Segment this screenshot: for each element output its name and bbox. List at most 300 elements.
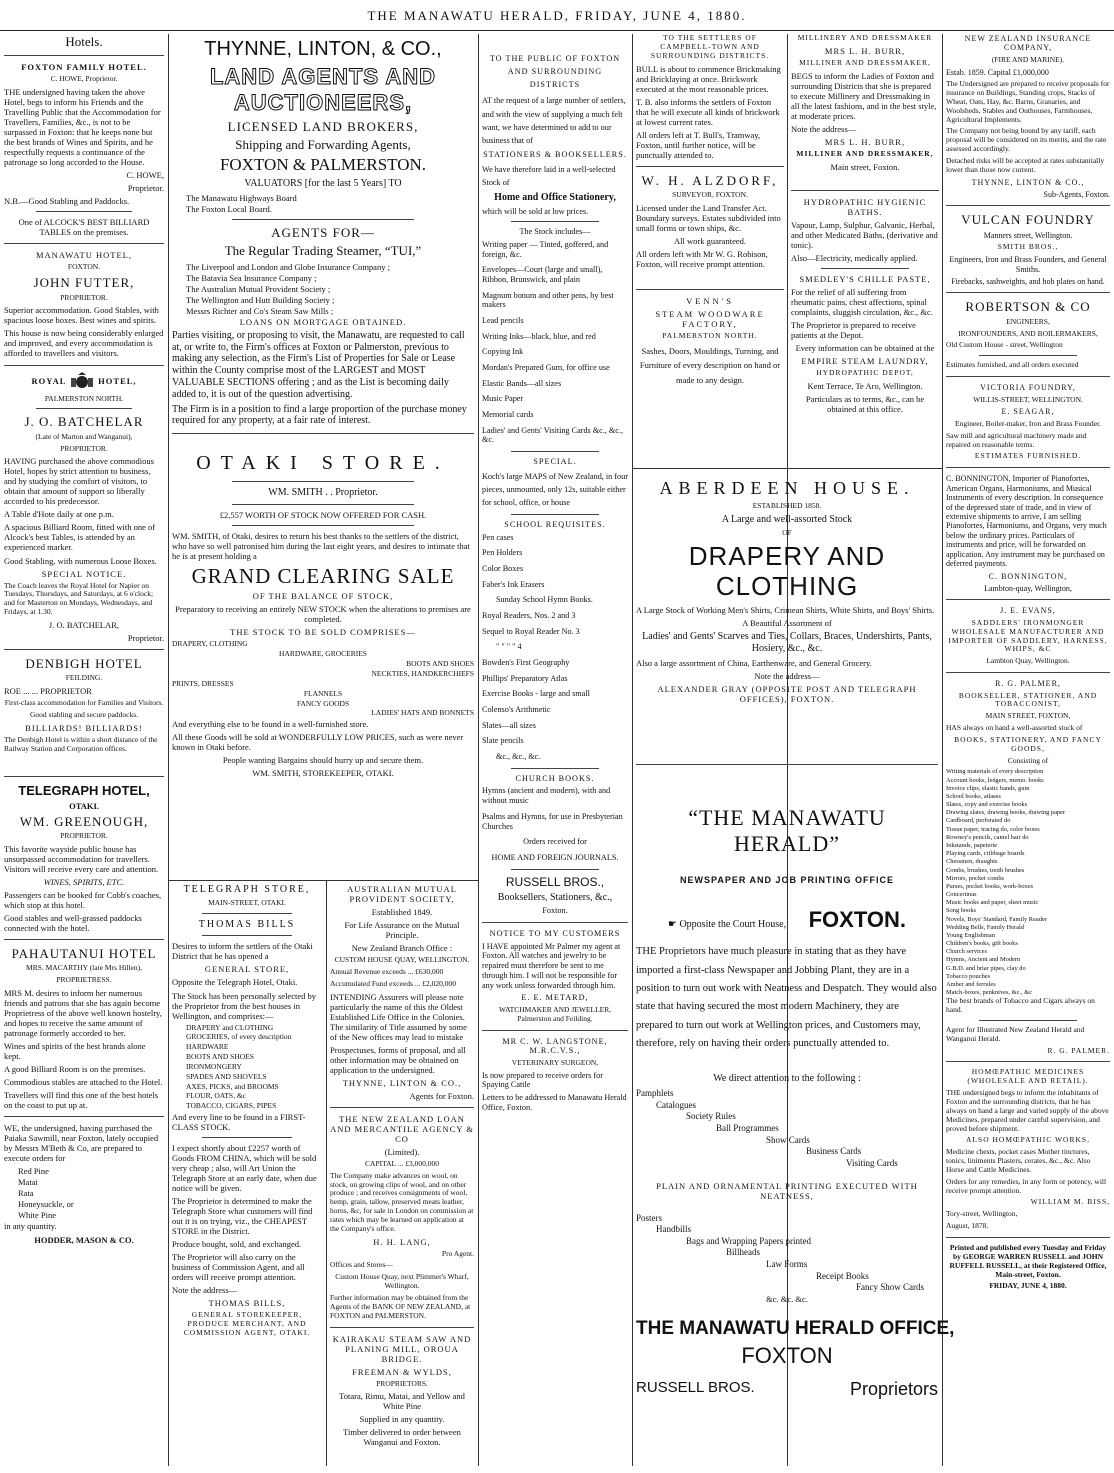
ad-line: New Zealand Branch Office : [351, 943, 453, 954]
list-item: Church services [946, 948, 987, 956]
list-item: Tissue paper, tracing do, color boxes [946, 825, 1040, 833]
ad-title: THYNNE, LINTON, & CO., [204, 38, 442, 60]
ad-line: ENGINEERS, [1006, 316, 1050, 326]
ad-line: ESTIMATES FURNISHED. [974, 451, 1082, 461]
list-item: Invoice clips, elastic bands, gum [946, 784, 1030, 792]
ad-line: THE STOCK TO BE SOLD COMPRISES— [230, 627, 416, 638]
ad-body: The Company not being bound by any tariff, each proposal will be considered on its merits, and the rate assessed accordingly. [946, 126, 1107, 154]
ad-line: Estab. 1859. Capital £1,000,000 [946, 67, 1049, 77]
list-item: Matai [18, 1177, 38, 1188]
list-item: Receipt Books [816, 1270, 869, 1281]
ad-line: CUSTOM HOUSE QUAY, WELLINGTON. [334, 955, 470, 965]
ad-heading: Shipping and Forwarding Agents, [235, 136, 411, 152]
ad-sign: R. G. PALMER. [1047, 1045, 1110, 1055]
ad-line: (FIRE AND MARINE). [991, 54, 1065, 64]
ad-body: The Undersigned are prepared to receive proposals for insurance on Buildings, Standing crops, Stacks of Wheat, Oats, Hay, &c. Barns, Granaries, and Woolsheds, Stables and Outhouses, Farmhouses, Agricultural Implements. [946, 79, 1110, 124]
list-item: Memorial cards [482, 410, 534, 419]
ad-body: This house is now being considerably enlarged and improved, and every accommodation is afforded to travellers and visitors. [4, 328, 164, 359]
ad-line: PROPRIETORS. [376, 1378, 428, 1388]
ad-body: INTENDING Assurers will please note particularly the name of this the Oldest Established Life Office in the Colonies. The similarity of Title assumed by some of the New offices may lead to mistake [330, 991, 467, 1042]
list-item: Young Englishman [946, 931, 995, 939]
list-item: Envelopes—Court (large and small), Ribbon, Brunswick, and plain [482, 265, 603, 284]
list-item: FLOUR, OATS, &c [186, 1091, 247, 1101]
ad-body: Letters to be addressed to Manawatu Herald Office, Foxton. [482, 1093, 627, 1112]
list-item: Cardboard, perforated do [946, 817, 1011, 825]
ad-body: Note the address— [172, 1285, 238, 1296]
ad-heading: EMPIRE STEAM LAUNDRY, [801, 355, 929, 366]
ad-heading: Ladies' and Gents' Scarves and Ties, Collars, Braces, Undershirts, Pants, Hosiery, &c., &c. [642, 631, 932, 654]
list-item: Amber and ferrules [946, 980, 996, 988]
list-item: " " " " 4 [496, 642, 522, 652]
list-item: Visiting Cards [846, 1157, 898, 1168]
ad-heading: AGENTS FOR— [271, 225, 375, 241]
ad-body: Note the address— [791, 123, 857, 134]
ad-line: (Limited). [384, 1146, 420, 1157]
list-item: &c., &c., &c. [496, 752, 541, 762]
ad-line: A Large and well-assorted Stock [721, 514, 853, 526]
ad-line: HYDROPATHIC DEPOT, [816, 367, 914, 377]
ad-body: I expect shortly about £2257 worth of Goods FROM CHINA, which will be sold very cheap ; also, will Art Union the Telegraph Store at an early date, when due notice will be given. [172, 1143, 317, 1194]
ad-body: Detached risks will be accepted at rates substantially lower than those now current. [946, 155, 1105, 174]
ad-line: For Life Assurance on the Mutual Principle. [344, 920, 460, 941]
ad-heading: VALUATORS [for the last 5 Years] TO [244, 178, 402, 190]
list-item: Mirrors, pocket combs [946, 874, 1005, 882]
ad-name: FREEMAN & WYLDS, [352, 1366, 452, 1377]
ad-sign: Sub-Agents, Foxton. [1043, 190, 1110, 200]
ad-line: OF [782, 527, 792, 537]
ad-title: FOXTON [741, 1343, 833, 1369]
ad-line: FOXTON. [67, 262, 101, 272]
list-item: IRONMONGERY [186, 1061, 242, 1071]
ad-title: TELEGRAPH STORE, [183, 884, 311, 895]
column-millinery [791, 34, 939, 464]
list-item: Combs, brushes, tooth brushes [946, 866, 1025, 874]
column-rule [326, 880, 327, 1466]
ad-title: ROBERTSON & CO [965, 299, 1091, 315]
ad-line: August, 1878. [946, 1221, 989, 1231]
ad-body: in any quantity. [4, 1221, 57, 1232]
list-item: Billheads [726, 1247, 760, 1258]
ad-sign: Pro Agent. [441, 1248, 474, 1258]
ad-name: MRS L. H. BURR, [824, 45, 906, 56]
list-item: Posters [636, 1212, 663, 1223]
list-item: Pamphlets [636, 1088, 674, 1099]
ad-name: WM. GREENOUGH, [19, 813, 149, 829]
ad-body: Firebacks, sashweights, and hob plates on hand. [951, 276, 1105, 286]
ad-body: For the relief of all suffering from rheumatic pains, chest affections, spinal complaints, sluggish circulation, &c., &c. [791, 286, 933, 317]
ad-body: Produce bought, sold, and exchanged. [172, 1239, 302, 1250]
masthead-title: THE MANAWATU HERALD, FRIDAY, JUNE 4, 1880. [367, 8, 747, 23]
ad-heading: LOANS ON MORTGAGE OBTAINED. [239, 316, 407, 327]
ad-name: RUSSELL BROS., [505, 874, 605, 889]
ad-line: PROPRIETOR. [60, 443, 108, 453]
ad-body: The Coach leaves the Royal Hotel for Napier on Tuesdays, Thursdays, and Saturdays, at 6 o'clock; and for Masterton on Mondays, Wednesdays, and Fridays, at 1.30. [4, 580, 154, 617]
ad-body: A Beautiful Assortment of [742, 618, 832, 629]
ad-title: TO THE PUBLIC OF FOXTON AND SURROUNDING DISTRICTS [489, 54, 621, 90]
list-item: HOME AND FOREIGN JOURNALS. [491, 852, 619, 862]
ad-heading: NEWSPAPER AND JOB PRINTING OFFICE [679, 874, 894, 885]
ad-body: Also—Electricity, medically applied. [791, 252, 918, 263]
ad-title: NEW ZEALAND INSURANCE COMPANY, [964, 34, 1092, 53]
ad-line: SURVEYOR, FOXTON. [672, 190, 748, 199]
list-item: Mordan's Prepared Gum, for office use [482, 362, 610, 372]
ad-line: Accumulated Fund exceeds ... £2,020,000 [330, 978, 457, 988]
ad-line: Estimates furnished, and all orders executed [946, 360, 1079, 370]
ad-title: NOTICE TO MY CUSTOMERS [489, 929, 621, 939]
ad-name: R. G. PALMER, [995, 679, 1061, 689]
list-item: Rowney's pencils, camel hair do [946, 833, 1029, 841]
list-item: Faber's Ink Erasers [482, 579, 545, 589]
ad-body: Passengers can be booked for Cobb's coaches, which stop at this hotel. [4, 890, 162, 911]
column-telegraph-store [172, 884, 322, 1466]
column-rule [787, 34, 788, 464]
column-stationers [482, 34, 628, 1466]
ad-sign: WM. SMITH, STOREKEEPER, OTAKI. [252, 768, 394, 779]
ad-body: WE, the undersigned, having purchased the Paiaka Sawmill, near Foxton, lately occupied by Messrs M'Beth & Co, are prepared to execute orders for [4, 1123, 159, 1164]
list-item: TOBACCO, CIGARS, PIPES [186, 1101, 277, 1111]
list-item: Chessmen, draughts [946, 858, 998, 866]
list-item: Exercise Books - large and small [482, 689, 590, 699]
ad-sign: C. BONNINGTON, [988, 571, 1068, 581]
ad-body: Particulars as to terms, &c., can be obtained at this office. [805, 393, 925, 414]
list-item: Writing materials of every description [946, 768, 1044, 776]
ad-body: AT the request of a large number of settlers, and with the view of supplying a much felt want, we have determined to add to our business that of [482, 96, 626, 145]
ad-body: Desires to inform the settlers of the Otaki District that he has opened a [172, 941, 313, 962]
ad-body: Prospectuses, forms of proposal, and all other information may be obtained on application to the undersigned. [330, 1044, 466, 1075]
list-item: Rata [18, 1188, 34, 1199]
ad-title: VICTORIA FOUNDRY, [980, 383, 1076, 393]
ad-line: Annual Revenue exceeds ... £630,000 [330, 966, 444, 976]
ad-body: Custom House Quay, next Plimmer's Wharf, Wellington. [335, 1272, 469, 1291]
list-item: Society Rules [686, 1111, 736, 1122]
ad-heading: STATIONERS & BOOKSELLERS. [483, 149, 627, 159]
list-item: Catalogues [656, 1099, 696, 1110]
ad-footer: RUSSELL BROS. Proprietors [636, 1379, 938, 1400]
ad-sign: Agents for Foxton. [409, 1090, 474, 1101]
ad-body: All work guaranteed. [674, 235, 746, 246]
list-item: Psalms and Hymns, for use in Presbyterian Churches [482, 811, 623, 831]
ad-line: Kent Terrace, Te Aro, Wellington. [807, 380, 923, 391]
ad-line: PROPRIETOR. [60, 292, 108, 302]
ad-body: Engineer, Boiler-maker, Iron and Brass Founder. [955, 418, 1101, 428]
column-aberdeen-herald [636, 472, 955, 1466]
ad-heading: SPECIAL NOTICE. [41, 568, 127, 579]
ad-body: WM. SMITH, of Otaki, desires to return his best thanks to the settlers of the district, who have so well patronised him during the last eight years, and desires to intimate that he is at present holding a [172, 530, 470, 561]
list-item: Bowden's First Geography [482, 658, 570, 668]
list-item: Show Cards [766, 1134, 810, 1145]
ad-body: People wanting Bargains should hurry up and secure them. [222, 755, 424, 766]
ad-title: VULCAN FOUNDRY [961, 212, 1095, 228]
ad-body: The best brands of Tobacco and Cigars always on hand. [946, 996, 1095, 1015]
column-rule [942, 34, 943, 1466]
ad-title: PAHAUTANUI HOTEL [11, 946, 157, 962]
ad-body: Sashes, Doors, Mouldings, Turning, and Furniture of every description on hand or made to any design. [639, 345, 781, 385]
ad-body: I HAVE appointed Mr Palmer my agent at Foxton. All watches and jewelry to be repaired must therefore be sent to me through him. I will not be responsible for any work unless forwarded through him. [482, 941, 621, 990]
ad-body: A Table d'Hote daily at one p.m. [4, 509, 114, 520]
ad-title: STEAM WOODWARE FACTORY, [655, 308, 765, 329]
ad-line: Established 1849. [371, 907, 433, 918]
list-item: Hymns, Ancient and Modern [946, 956, 1021, 964]
ad-body: Good stabling and secure paddocks. [29, 709, 139, 719]
ad-line: PALMERSTON NORTH. [662, 330, 758, 340]
ad-name: E. SEAGAR, [1001, 407, 1055, 417]
list-item: Slate pencils [482, 736, 524, 746]
ad-body: And every line to be found in a FIRST-CLASS STOCK. [172, 1112, 306, 1133]
list-item: Wedding Bells, Family Herald [946, 923, 1024, 931]
ad-body: And everything else to be found in a well-furnished store. [172, 719, 369, 730]
masthead [0, 0, 1114, 31]
ad-body: Commodious stables are attached to the Hotel. [4, 1077, 163, 1088]
ad-title: DENBIGH HOTEL [25, 655, 143, 671]
list-item: Purses, pocket books, work-boxes [946, 882, 1034, 890]
ad-name: J. E. EVANS, [1000, 606, 1056, 616]
list-item: Pen cases [482, 532, 514, 542]
list-item: Music books and paper, sheet music [946, 899, 1039, 907]
ad-body: We direct attention to the following : [713, 1073, 861, 1085]
ad-line: (Late of Marton and Wanganui), [35, 431, 133, 441]
ad-line: One of ALCOCK'S BEST BILLIARD TABLES on the premises. [18, 217, 150, 238]
ad-heading: BOOKSELLER, STATIONER, AND TOBACCONIST, [958, 690, 1098, 709]
ad-body: Offices and Stores— [330, 1260, 393, 1270]
list-item: Red Pine [18, 1166, 49, 1177]
ad-title: DRAPERY AND CLOTHING [688, 540, 886, 602]
ad-body: Engineers, Iron and Brass Founders, and General Smiths. [949, 255, 1107, 274]
ad-line: WATCHMAKER AND JEWELLER, Palmerston and Feilding. [498, 1004, 612, 1023]
ad-body: The Stock has been personally selected by the Proprietor from the best houses in Wellington, and comprises:— [172, 990, 316, 1021]
ad-sign: THOMAS BILLS, [208, 1298, 286, 1309]
list-item: Slates—all sizes [482, 720, 536, 730]
ad-note: N.B.—Good Stabling and Paddocks. [4, 196, 130, 207]
ad-body: which will be sold at low prices. [482, 206, 589, 216]
ad-line: CAPITAL ... £3,000,000 [365, 1158, 439, 1168]
list-item: Hymns (ancient and modern), with and without music [482, 786, 611, 806]
ad-body: Superior accommodation. Good Stables, with spacious loose boxes. Best wines and spirits. [4, 305, 159, 326]
ad-line: MILLINER AND DRESSMAKER, [796, 148, 934, 158]
list-item: Music Paper [482, 394, 524, 404]
ad-line: VETERINARY SURGEON, [511, 1057, 599, 1067]
list-item: Concertinas [946, 891, 977, 899]
list-item: The Australian Mutual Provident Society ; [186, 283, 331, 294]
ad-body: HAS always on hand a well-assorted stock of [946, 723, 1083, 733]
ad-body: A spacious Billiard Room, fitted with one of Alcock's best Tables, is attended by an experienced marker. [4, 522, 156, 553]
ad-heading: LICENSED LAND BROKERS, [227, 118, 419, 134]
ad-line: OF THE BALANCE OF STOCK, [252, 591, 394, 602]
ad-heading: Home and Office Stationery, [494, 191, 616, 203]
column-agents [172, 34, 474, 779]
list-item: White Pine [18, 1210, 57, 1221]
list-item: Business Cards [806, 1146, 862, 1157]
list-item: Writing paper — Tinted, goffered, and foreign, &c. [482, 239, 609, 259]
ad-name: J. O. BATCHELAR [24, 414, 144, 430]
ad-body: We have therefore laid in a well-selected Stock of [482, 164, 616, 187]
ad-body: The Denbigh Hotel is within a short distance of the Railway Station and Corporation offices. [4, 734, 158, 753]
ad-body: Further information may be obtained from the Agents of the BANK OF NEW ZEALAND, at FOXTON and PALMERSTON. [330, 1292, 471, 1320]
ad-body: The Company make advances on wool, on stock, on growing clips of wool, and on other produce ; and receives consignments of wool, hemp, grain, tallow, preserved meats leather, horns, &c, for sale in London on commission at rates which may be learned on application at the Company's office. [330, 1170, 474, 1233]
ad-title: ABERDEEN HOUSE. [659, 478, 915, 498]
ad-sign: C. HOWE, [126, 170, 164, 181]
column-amp [330, 884, 474, 1466]
list-item: DRAPERY and CLOTHING [186, 1022, 274, 1032]
list-item: Ladies' and Gents' Visiting Cards &c., &c., &c. [482, 425, 624, 445]
ad-body: First-class accommodation for Families and Visitors. [4, 698, 164, 708]
ad-body: Good stables and well-grassed paddocks connected with the hotel. [4, 913, 142, 934]
ad-line: Old Custom House - street, Wellington [946, 340, 1063, 350]
ad-body: &c. &c. &c. [766, 1293, 808, 1304]
ad-body: This favorite wayside public house has unsurpassed accommodation for travellers. Visitors will receive every care and attention. [4, 844, 159, 875]
ad-line: Consisting of [1007, 755, 1049, 765]
list-item: HARDWARE [186, 1042, 229, 1052]
ad-sign: J. O. BATCHELAR, [48, 619, 120, 630]
ad-heading: SMEDLEY'S CHILLE PASTE, [799, 273, 931, 284]
ad-sign: Proprietor. [127, 632, 164, 643]
ad-line: MRS. MACARTHY (late Mrs Hillen), [26, 963, 142, 973]
list-item: BOOTS AND SHOES [406, 659, 474, 669]
list-item: Ball Programmes [716, 1123, 779, 1134]
ad-line: ROE ... ... PROPRIETOR [4, 686, 92, 697]
ad-line: PROPRIETRESS. [56, 975, 112, 985]
ad-line: GENERAL STOREKEEPER, PRODUCE MERCHANT, AND COMMISSION AGENT, OTAKI. [183, 1310, 311, 1338]
ad-title: OTAKI STORE. [196, 452, 450, 475]
ad-title: MILLINERY AND DRESSMAKER [797, 33, 933, 42]
ad-body: The Proprietor will also carry on the business of Commission Agent, and all orders will receive prompt attention. [172, 1252, 305, 1283]
ad-body: Every information can be obtained at the [795, 342, 935, 353]
royal-crest-icon [69, 372, 95, 392]
list-item: Magnum bonum and other pens, by best makers [482, 290, 614, 310]
list-item: Elastic Bands—all sizes [482, 378, 562, 388]
ad-body: All orders left at T. Bull's, Tramway, Foxton, until further notice, will be punctually attended to. [636, 129, 761, 160]
ad-title: “THE MANAWATU HERALD” [688, 804, 886, 856]
ad-line: WILLIS-STREET, WELLINGTON. [973, 394, 1083, 404]
ad-title: HOMŒPATHIC MEDICINES (WHOLESALE AND RETAIL). [967, 1067, 1089, 1086]
list-item: Royal Readers, Nos. 2 and 3 [482, 611, 576, 621]
list-item: The Batavia Sea Insurance Company ; [186, 272, 317, 283]
list-item: Drawing slates, drawing books, drawing paper [946, 809, 1066, 817]
ad-title: AUSTRALIAN MUTUAL PROVIDENT SOCIETY, [347, 884, 457, 905]
list-item: Match-boxes, penknives, &c., &c [946, 989, 1033, 997]
ad-sign: THYNNE, LINTON & CO., [342, 1077, 462, 1088]
ad-line: Tory-street, Wellington, [946, 1209, 1018, 1219]
ad-line: Booksellers, Stationers, &c., [497, 891, 613, 903]
ad-heading: PLAIN AND ORNAMENTAL PRINTING EXECUTED WITH NEATNESS, [656, 1180, 918, 1201]
divider [168, 880, 478, 881]
ad-line: WM. SMITH . . Proprietor. [268, 486, 378, 498]
ad-line: Lambton Quay, Wellington. [986, 656, 1070, 666]
ad-line: IRONFOUNDERS, AND BOILERMAKERS, [958, 328, 1098, 338]
ad-sign: H. H. LANG, [373, 1236, 431, 1247]
ad-line: Main street, Foxton. [830, 161, 900, 172]
ad-name: JOHN FUTTER, [33, 275, 135, 291]
ad-title: VENN'S [686, 295, 734, 306]
ad-body: Is now prepared to receive orders for Spaying Cattle [482, 1070, 603, 1090]
list-item: The Foxton Local Board. [186, 204, 272, 215]
ad-body: Supplied in any quantity. [359, 1414, 445, 1425]
ad-body: The Stock includes— [519, 227, 591, 237]
ad-line: PALMERSTON NORTH. [44, 393, 124, 403]
ad-body: Vapour, Lamp, Sulphur, Galvanic, Herbal, and other Medicated Baths, (derivative and tonic). [791, 219, 938, 250]
column-hotels [4, 34, 164, 1466]
list-item: Phillips' Preparatory Atlas [482, 673, 568, 683]
ad-body: Opposite the Telegraph Hotel, Otaki. [172, 977, 298, 988]
ad-sign: ALEXANDER GRAY (OPPOSITE POST AND TELEGRAPH OFFICES), FOXTON. [657, 683, 917, 704]
ad-line: OTAKI. [69, 800, 99, 811]
ad-body: Agent for Illustrated New Zealand Herald and Wanganui Herald. [946, 1024, 1085, 1043]
ad-line: C. HOWE, Proprietor. [50, 74, 118, 84]
list-item: Children's books, gift books [946, 940, 1018, 948]
column-rule [632, 34, 633, 1466]
ad-heading: The Regular Trading Steamer, “TUI,” [224, 243, 422, 259]
ad-title: THE MANAWATU HERALD OFFICE, [636, 1317, 955, 1339]
ad-body: Timber delivered to order between Wanganui and Foxton. [343, 1427, 461, 1448]
ad-body: MRS M. desires to inform her numerous friends and patrons that she has again become Proprietress of the above well known hostelry, and hopes to receive the same amount of patronage formerly accorded to her. [4, 988, 162, 1039]
ad-body: Licensed under the Land Transfer Act. Boundary surveys. Estates subdivided into small forms or town ships, &c. [636, 202, 781, 233]
list-item: G.B.D. and briar pipes, clay do [946, 964, 1026, 972]
ad-line: £2,557 WORTH OF STOCK NOW OFFERED FOR CASH. [219, 509, 427, 520]
list-item: Lead pencils [482, 315, 524, 325]
list-item: The Manawatu Highways Board [186, 193, 297, 203]
list-item: AXES, PICKS, and BROOMS [186, 1081, 279, 1091]
ad-title: TELEGRAPH HOTEL, [18, 782, 150, 798]
ad-body: Wines and spirits of the best brands alone kept. [4, 1041, 146, 1062]
list-item: Pen Holders [482, 548, 523, 558]
list-item: Inkstands, papeterie [946, 841, 998, 849]
list-item: Slates, copy and exercise books [946, 801, 1028, 809]
ad-body: A Large Stock of Working Men's Shirts, Crimean Shirts, White Shirts, and Boys' Shirts. [636, 605, 935, 616]
divider [632, 468, 942, 469]
ad-body: Orders for any remedies, in any form or potency, will receive prompt attention. [946, 1176, 1107, 1195]
list-item: The Wellington and Hutt Building Society ; [186, 294, 335, 305]
list-item: BOOTS AND SHOES [186, 1052, 254, 1062]
column-rule [478, 34, 479, 1466]
ad-body: The Proprietor is prepared to receive patients at the Depot. [791, 319, 916, 340]
list-item: Colenso's Arithmetic [482, 705, 551, 715]
list-item: NECKTIES, HANDKERCHIEFS [371, 668, 474, 678]
ad-title: MANAWATU HOTEL, [35, 250, 132, 261]
list-item: Honeysuckle, or [18, 1199, 74, 1210]
ad-heading: GENERAL STORE, [204, 964, 290, 975]
ad-body: Preparatory to receiving an entirely NEW STOCK when the alterations to premises are completed. [175, 604, 471, 625]
ad-body: THE undersigned having taken the above Hotel, begs to inform his Friends and the Travelling Public that the Accommodation for Travellers, Families, &c., is not to be surpassed in Foxton: that he keeps none but the best brands of Wines and Spirits, and he respectfully requests a continuance of the patronage so long accorded to the House. [4, 87, 161, 168]
ad-body: Medicine chests, pocket cases Mother tinctures, tonics, liniments Plasters, cerates, &c., &c. Also Horse and Cattle Medicines. [946, 1147, 1091, 1174]
list-item: Orders received for [523, 837, 587, 847]
ad-body: All orders left with Mr W. G. Robison, Foxton, will receive prompt attention. [636, 248, 768, 269]
ad-title: FOXTON FAMILY HOTEL. [21, 62, 147, 73]
ad-body: THE Proprietors have much pleasure in stating that as they have imported a first-class Newspaper and Jobbing Plant, they are in a position to turn out work with Neatness and Despatch. They would also state that having secured the most modern Machinery, they are prepared to turn out work at Wellington prices, and Customers may, therefore, rely on having their orders punctually attended to. [636, 946, 937, 1050]
ad-title-royal: ROYAL HOTEL, [4, 372, 164, 392]
ad-title-outlined: LAND AGENTS AND AUCTIONEERS, [209, 63, 437, 115]
ad-line: MAIN STREET, FOXTON, [985, 711, 1071, 721]
ad-body: The Proprietor is determined to make the Telegraph Store what customers will find out it is on trying, viz., the CHEAPEST STORE in the District. [172, 1196, 313, 1237]
list-item: Sunday School Hymn Books. [496, 595, 593, 605]
ad-body: Saw mill and agricultural machinery made and repaired on reasonable terms. [946, 430, 1087, 449]
ad-sign: HODDER, MASON & CO. [34, 1234, 134, 1245]
ad-body: Travellers will find this one of the best hotels on the coast to put up at. [4, 1090, 159, 1111]
list-item: FANCY GOODS [296, 698, 350, 708]
list-item: Tobacco pouches [946, 972, 991, 980]
ad-name: SMITH BROS., [997, 242, 1059, 252]
list-item: School books, atlases [946, 792, 1001, 800]
list-item: DRAPERY, CLOTHING [172, 639, 248, 649]
ad-body: Parties visiting, or proposing to visit, the Manawatu, are requested to call at, or write to, the Firm's offices at Foxton or Palmerston, previous to making any selection, as the Firm's List of Properties for Sale or Lease within the County comprise most of the LARGEST and MOST VALUABLE SECTIONS offering ; and as the List is becoming daily added to, it is out of the question advertising. [172, 329, 465, 400]
list-item: HARDWARE, GROCERIES [279, 649, 367, 659]
ad-line: MAIN-STREET, OTAKI. [208, 897, 286, 907]
ad-body: Totara, Rimu, Matai, and Yellow and White Pine [339, 1391, 465, 1412]
list-item: Account books, ledgers, memo. books [946, 776, 1044, 784]
list-item: The Liverpool and London and Globe Insurance Company ; [186, 261, 390, 272]
ad-body: Also a large assortment of China, Earthenware, and General Grocery. [636, 657, 872, 668]
ad-line: Lambton-quay, Wellington, [984, 584, 1072, 593]
pointing-hand-icon: ☛ [667, 919, 677, 931]
column-settlers [636, 34, 784, 464]
